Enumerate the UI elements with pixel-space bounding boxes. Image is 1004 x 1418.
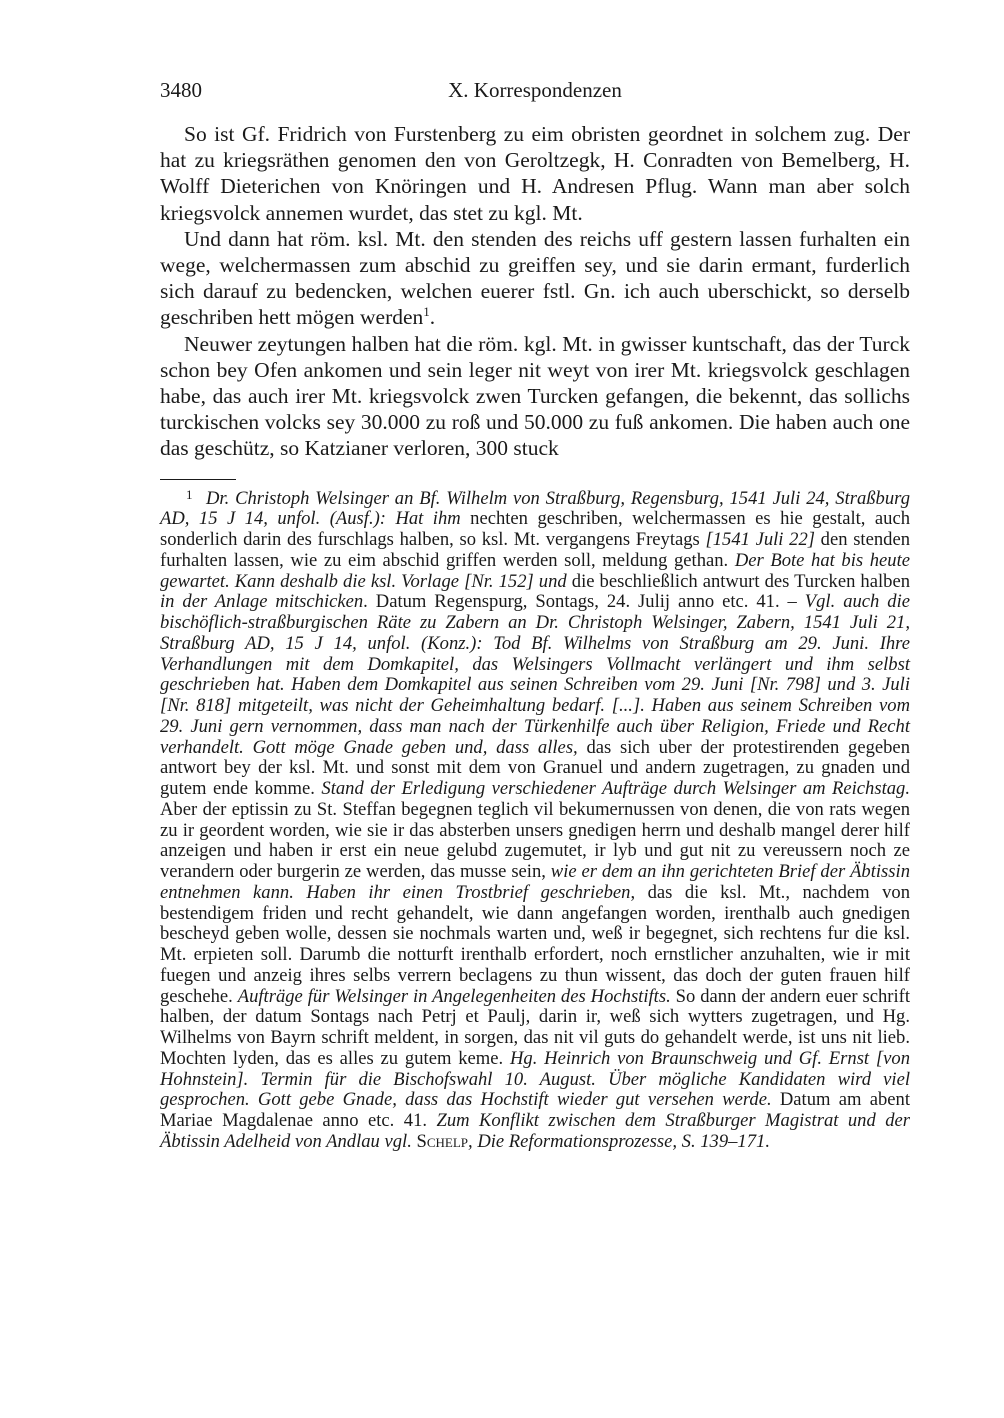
footnote-segment: Datum am abent Mariae Magdalenae anno etc. 41. (160, 1089, 910, 1132)
footnote-mark: 1 (186, 486, 193, 502)
footnote-segment: Stand der Erledigung verschiedener Aufträge durch Welsinger am Reichstag. (321, 778, 910, 800)
footnote-segment: , das die ksl. Mt., nachdem von bestendigem friden und recht gehandelt, wie dann angefangen worden, irenthalb auch gnedigen bescheyd geben wolle, dessen sie nochmals warten und, weß ir begegnet, sich rechtens fur die ksl. Mt. erpieten soll. Darumb die notturft irenthalb erfordert, noch ernstlicher anzuhalten, wie ir mit fuegen und anzeig ihres selbs verrern beclagens zu thun wissent, das doch der guten frauen hilf geschehe. (160, 881, 910, 1007)
footnote-segment: [1541 Juli 22] (705, 529, 815, 551)
footnote-segment: . Datum Regenspurg, Sontags, 24. Julij anno etc. 41. – (363, 591, 805, 613)
paragraph-2 (160, 226, 910, 331)
footnote-segment: So dann der andern euer schrift halben, der datum Sontags nach Petrj et Paulj, darin ir, weß sich wytters zugetragen, und Hg. Wilhelms von Bayrn schrift meldent, in sorgen, das nit vil guts do gehandelt werde, ist uns nit lieb. Mochten lyden, das es alles zu gutem keme. (160, 985, 911, 1069)
running-head: X. Korrespondenzen (448, 78, 622, 102)
page-number: 3480 (160, 78, 202, 102)
main-text (160, 121, 910, 462)
footnote-segment: in der Anlage mitschicken (160, 591, 364, 613)
footnote-segment: , Die Reformationsprozesse, S. 139–171. (468, 1130, 770, 1152)
paragraph-2-text: Und dann hat röm. ksl. Mt. den stenden des reichs uff gestern lassen furhalten ein wege, welchermassen zum abschid zu greiffen sey, und sie darin ermant, furderlich sich darauf zu bedencken, welchen euerer fstl. Gn. ich auch uberschickt, so derselb geschriben hett mögen werden (160, 226, 910, 330)
footnote-segment: Aber der eptissin zu St. Steffan begegnen teglich vil bekumernussen von denen, die von rats wegen zu ir geordent worden, wie sie ir das absterben unsers gnedigen herrn und deshalb mangel derer hilf anzeigen und haben ir erst ein neue gelubd zugemutet, ir lyb und gut nit zu vereussern noch ze verandern oder burgerin ze werden, das musse sein, (160, 798, 910, 883)
page-header (160, 78, 910, 108)
footnote-segment: nechten geschriben, welchermassen es hie gestalt, auch sonderlich darin des furschlags halben, so ksl. Mt. vergangens Freytags (160, 508, 911, 551)
footnote-segment: wie er dem an ihn gerichteten Brief der Äbtissin entnehmen kann. Haben ihr einen Trostbrief geschrieben (160, 861, 910, 903)
footnote-segment: Zum Konflikt zwischen dem Straßburger Magistrat und der Äbtissin Adelheid von Andlau vgl. (160, 1110, 910, 1152)
footnote-segment: Vgl. auch die bischöflich-straßburgischen Räte zu Zabern an Dr. Christoph Welsinger, Zabern, 1541 Juli 21, Straßburg AD, 15 J 14, unfol. (Konz.): Tod Bf. Wilhelms von Straßburg am 29. Juni. Ihre Verhandlungen mit dem Domkapitel, das Welsingers Vollmacht verlängert und ihm selbst geschrieben hat. Haben dem Domkapitel aus seinen Schreiben vom 29. Juni [Nr. 798] und 3. Juli [Nr. 818] mitgeteilt, was nicht der Geheimhaltung bedarf. [...]. Haben aus seinem Schreiben vom 29. Juni gern vernommen, dass man nach der Türkenhilfe auch über Religion, Friede und Recht verhandelt. Gott möge Gnade geben und, dass alles, (160, 591, 910, 758)
paragraph-2-end: . (429, 305, 436, 330)
footnote-segment: das sich uber der protestirenden gegeben antwort bey der ksl. Mt. und sonst mit dem von Granuel und andern zugetragen, zu gnaden und gutem ende komme. (160, 736, 910, 800)
author-name-small-caps: Schelp (416, 1130, 469, 1152)
paragraph-1: So ist Gf. Fridrich von Furstenberg zu eim obristen geordnet in solchem zug. Der hat zu kriegsräthen genomen den von Geroltzegk, H. Conradten von Bemelberg, H. Wolff Dieterichen von Knöringen und H. Andresen Pflug. Wann man aber solch kriegsvolck annemen wurdet, das stet zu kgl. Mt. (160, 122, 910, 225)
footnote-segment: Dr. Christoph Welsinger an Bf. Wilhelm von Straßburg, Regensburg, 1541 Juli 24, Straßburg AD, 15 J 14, unfol. (Ausf.): Hat ihm (160, 487, 910, 530)
footnote-segment: die beschließlich antwurt des Turcken halben (566, 570, 910, 592)
footnote-segment: Der Bote hat bis heute gewartet. Kann deshalb die ksl. Vorlage [Nr. 152] und (160, 549, 910, 592)
footnote-segment: Hg. Heinrich von Braunschweig und Gf. Ernst [von Hohnstein]. Termin für die Bischofswahl 10. August. Über mögliche Kandidaten wird viel gesprochen. Gott gebe Gnade, dass das Hochstift wieder gut versehen werde. (160, 1047, 911, 1111)
footnote-rule (160, 479, 236, 480)
footnote-1 (160, 485, 910, 1153)
document-page (160, 78, 910, 1153)
footnote-segment: Aufträge für Welsinger in Angelegenheiten des Hochstifts. (237, 985, 671, 1007)
paragraph-3: Neuwer zeytungen halben hat die röm. kgl. Mt. in gwisser kuntschaft, das der Turck schon bey Ofen ankomen und sein leger nit weyt von irer Mt. kriegsvolck geschlagen habe, das auch irer Mt. kriegsvolck zwen Turcken gefangen, die bekennt, das sollichs turckischen volcks sey 30.000 zu roß und 50.000 zu fuß ankomen. Die haben auch one das geschütz, so Katzianer verloren, 300 stuck (160, 331, 910, 461)
footnote-segment: den stenden furhalten lassen, wie zu eim abschid griffen werden soll, meldung gethan. (160, 529, 910, 571)
footnote-reference: 1 (423, 304, 430, 320)
